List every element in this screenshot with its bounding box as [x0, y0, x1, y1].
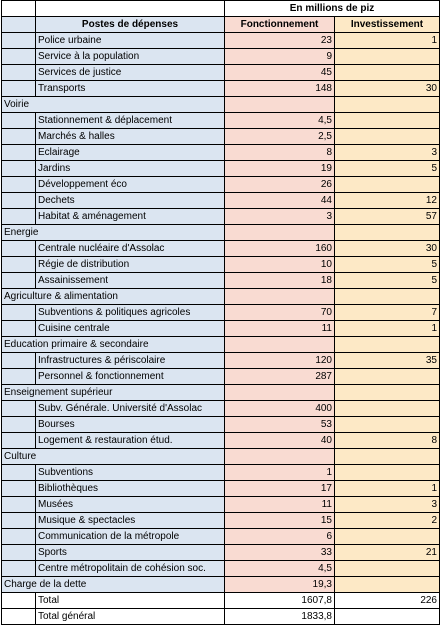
indent-cell — [2, 305, 36, 321]
header-corner-cell — [2, 1, 36, 17]
investissement-value — [335, 177, 440, 193]
item-label: Infrastructures & périscolaire — [36, 353, 225, 369]
table-row — [2, 513, 440, 529]
header-fonctionnement: Fonctionnement — [225, 17, 335, 33]
table-row — [2, 401, 440, 417]
indent-cell — [2, 209, 36, 225]
investissement-value — [335, 529, 440, 545]
table-row — [2, 49, 440, 65]
table-row — [2, 497, 440, 513]
investissement-value: 35 — [335, 353, 440, 369]
table-row — [2, 529, 440, 545]
indent-cell — [2, 561, 36, 577]
unit-label: En millions de piz — [225, 1, 440, 17]
table-row — [2, 113, 440, 129]
investissement-value — [335, 369, 440, 385]
item-label: Centre métropolitain de cohésion soc. — [36, 561, 225, 577]
item-label: Dechets — [36, 193, 225, 209]
investissement-value: 3 — [335, 497, 440, 513]
table-row — [2, 145, 440, 161]
fonctionnement-value: 44 — [225, 193, 335, 209]
table-row — [2, 65, 440, 81]
investissement-value — [335, 113, 440, 129]
table-row — [2, 433, 440, 449]
investissement-value: 7 — [335, 305, 440, 321]
item-label: Habitat & aménagement — [36, 209, 225, 225]
investissement-value: 1 — [335, 33, 440, 49]
header-investissement: Investissement — [335, 17, 440, 33]
item-label: Police urbaine — [36, 33, 225, 49]
investissement-value — [335, 97, 440, 113]
investissement-value: 30 — [335, 81, 440, 97]
fonctionnement-value: 23 — [225, 33, 335, 49]
grand-total-empty — [335, 609, 440, 625]
grand-total-row — [2, 609, 440, 625]
indent-cell — [2, 593, 36, 609]
category-label: Culture — [2, 449, 225, 465]
item-label: Bourses — [36, 417, 225, 433]
category-label: Enseignement supérieur — [2, 385, 225, 401]
fonctionnement-value: 4,5 — [225, 113, 335, 129]
table-row — [2, 305, 440, 321]
category-row — [2, 385, 440, 401]
table-row — [2, 481, 440, 497]
fonctionnement-value — [225, 289, 335, 305]
fonctionnement-value: 53 — [225, 417, 335, 433]
fonctionnement-value: 70 — [225, 305, 335, 321]
investissement-value — [335, 417, 440, 433]
item-label: Jardins — [36, 161, 225, 177]
fonctionnement-value — [225, 225, 335, 241]
table-row — [2, 545, 440, 561]
investissement-value — [335, 65, 440, 81]
fonctionnement-value — [225, 449, 335, 465]
item-label: Régie de distribution — [36, 257, 225, 273]
budget-table — [1, 0, 440, 625]
indent-cell — [2, 273, 36, 289]
table-row — [2, 161, 440, 177]
fonctionnement-value: 11 — [225, 497, 335, 513]
indent-cell — [2, 401, 36, 417]
item-label: Subv. Générale. Université d'Assolac — [36, 401, 225, 417]
fonctionnement-value: 10 — [225, 257, 335, 273]
indent-cell — [2, 529, 36, 545]
fonctionnement-value: 26 — [225, 177, 335, 193]
fonctionnement-value: 160 — [225, 241, 335, 257]
category-row — [2, 337, 440, 353]
item-label: Cuisine centrale — [36, 321, 225, 337]
item-label: Transports — [36, 81, 225, 97]
item-label: Marchés & halles — [36, 129, 225, 145]
indent-cell — [2, 113, 36, 129]
indent-cell — [2, 545, 36, 561]
category-row — [2, 449, 440, 465]
investissement-value: 8 — [335, 433, 440, 449]
item-label: Stationnement & déplacement — [36, 113, 225, 129]
investissement-value: 5 — [335, 161, 440, 177]
category-row — [2, 225, 440, 241]
investissement-value: 21 — [335, 545, 440, 561]
indent-cell — [2, 369, 36, 385]
table-row — [2, 273, 440, 289]
item-label: Personnel & fonctionnement — [36, 369, 225, 385]
indent-cell — [2, 145, 36, 161]
fonctionnement-value: 148 — [225, 81, 335, 97]
item-label: Musique & spectacles — [36, 513, 225, 529]
header-indent-cell — [2, 17, 36, 33]
item-label: Sports — [36, 545, 225, 561]
total-investissement: 226 — [335, 593, 440, 609]
category-label: Education primaire & secondaire — [2, 337, 225, 353]
fonctionnement-value — [225, 385, 335, 401]
fonctionnement-value: 11 — [225, 321, 335, 337]
investissement-value — [335, 337, 440, 353]
item-label: Logement & restauration étud. — [36, 433, 225, 449]
fonctionnement-value: 8 — [225, 145, 335, 161]
item-label: Service à la population — [36, 49, 225, 65]
header-postes: Postes de dépenses — [36, 17, 225, 33]
investissement-value — [335, 129, 440, 145]
fonctionnement-value: 33 — [225, 545, 335, 561]
fonctionnement-value: 40 — [225, 433, 335, 449]
investissement-value: 1 — [335, 321, 440, 337]
indent-cell — [2, 81, 36, 97]
table-row — [2, 465, 440, 481]
fonctionnement-value — [225, 337, 335, 353]
fonctionnement-value: 3 — [225, 209, 335, 225]
fonctionnement-value: 2,5 — [225, 129, 335, 145]
investissement-value: 5 — [335, 257, 440, 273]
indent-cell — [2, 161, 36, 177]
fonctionnement-value: 19 — [225, 161, 335, 177]
table-row — [2, 209, 440, 225]
fonctionnement-value: 6 — [225, 529, 335, 545]
fonctionnement-value — [225, 97, 335, 113]
investissement-value: 1 — [335, 481, 440, 497]
header-empty-cell — [36, 1, 225, 17]
category-label: Charge de la dette — [2, 577, 225, 593]
fonctionnement-value: 15 — [225, 513, 335, 529]
indent-cell — [2, 177, 36, 193]
fonctionnement-value: 1 — [225, 465, 335, 481]
investissement-value — [335, 561, 440, 577]
table-row — [2, 33, 440, 49]
investissement-value: 12 — [335, 193, 440, 209]
category-label: Voirie — [2, 97, 225, 113]
fonctionnement-value: 18 — [225, 273, 335, 289]
fonctionnement-value: 45 — [225, 65, 335, 81]
investissement-value: 30 — [335, 241, 440, 257]
category-label: Energie — [2, 225, 225, 241]
investissement-value — [335, 449, 440, 465]
investissement-value: 5 — [335, 273, 440, 289]
category-label: Agriculture & alimentation — [2, 289, 225, 305]
investissement-value — [335, 289, 440, 305]
indent-cell — [2, 497, 36, 513]
table-row — [2, 129, 440, 145]
indent-cell — [2, 481, 36, 497]
indent-cell — [2, 417, 36, 433]
indent-cell — [2, 241, 36, 257]
table-row — [2, 321, 440, 337]
investissement-value — [335, 577, 440, 593]
fonctionnement-value: 19,3 — [225, 577, 335, 593]
item-label: Centrale nucléaire d'Assolac — [36, 241, 225, 257]
table-row — [2, 561, 440, 577]
item-label: Développement éco — [36, 177, 225, 193]
indent-cell — [2, 353, 36, 369]
item-label: Subventions & politiques agricoles — [36, 305, 225, 321]
item-label: Assainissement — [36, 273, 225, 289]
column-header-row — [2, 17, 440, 33]
indent-cell — [2, 433, 36, 449]
indent-cell — [2, 465, 36, 481]
indent-cell — [2, 65, 36, 81]
investissement-value — [335, 225, 440, 241]
item-label: Bibliothèques — [36, 481, 225, 497]
investissement-value — [335, 49, 440, 65]
category-row — [2, 289, 440, 305]
investissement-value: 2 — [335, 513, 440, 529]
indent-cell — [2, 513, 36, 529]
total-label: Total — [36, 593, 225, 609]
table-row — [2, 257, 440, 273]
table-row — [2, 241, 440, 257]
total-row — [2, 593, 440, 609]
indent-cell — [2, 321, 36, 337]
fonctionnement-value: 287 — [225, 369, 335, 385]
fonctionnement-value: 120 — [225, 353, 335, 369]
category-row — [2, 577, 440, 593]
investissement-value — [335, 401, 440, 417]
grand-total-label: Total général — [36, 609, 225, 625]
item-label: Communication de la métropole — [36, 529, 225, 545]
table-row — [2, 81, 440, 97]
table-row — [2, 177, 440, 193]
item-label: Subventions — [36, 465, 225, 481]
table-row — [2, 193, 440, 209]
category-row — [2, 97, 440, 113]
indent-cell — [2, 609, 36, 625]
item-label: Services de justice — [36, 65, 225, 81]
fonctionnement-value: 400 — [225, 401, 335, 417]
indent-cell — [2, 129, 36, 145]
unit-header-row — [2, 1, 440, 17]
investissement-value — [335, 385, 440, 401]
indent-cell — [2, 49, 36, 65]
investissement-value — [335, 465, 440, 481]
indent-cell — [2, 33, 36, 49]
total-fonctionnement: 1607,8 — [225, 593, 335, 609]
item-label: Musées — [36, 497, 225, 513]
table-row — [2, 417, 440, 433]
grand-total-value: 1833,8 — [225, 609, 335, 625]
indent-cell — [2, 193, 36, 209]
table-row — [2, 353, 440, 369]
indent-cell — [2, 257, 36, 273]
fonctionnement-value: 17 — [225, 481, 335, 497]
table-row — [2, 369, 440, 385]
investissement-value: 57 — [335, 209, 440, 225]
item-label: Eclairage — [36, 145, 225, 161]
fonctionnement-value: 9 — [225, 49, 335, 65]
investissement-value: 3 — [335, 145, 440, 161]
fonctionnement-value: 4,5 — [225, 561, 335, 577]
